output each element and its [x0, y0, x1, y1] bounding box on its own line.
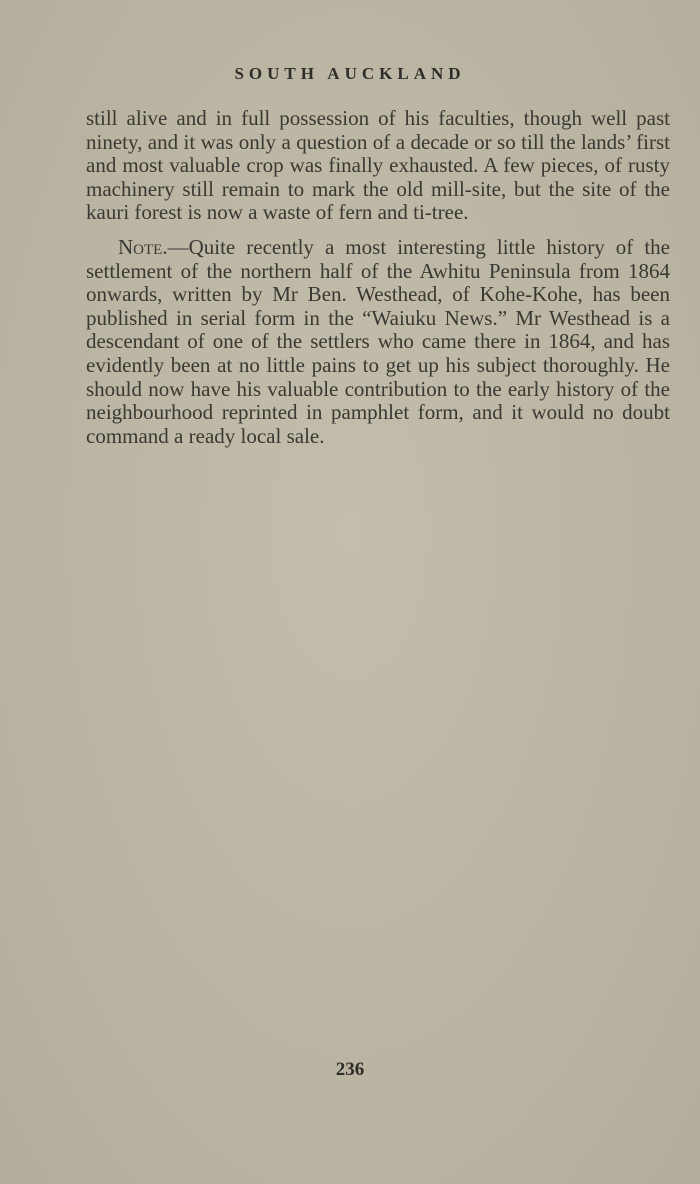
page-number: 236: [335, 1059, 365, 1080]
note-text: —Quite recently a most interesting little history of the settlement of the northern half of the Awhitu Peninsula from 1864 onwards, written by Mr Ben. Westhead, of Kohe-Kohe, has been published in serial form in the “Waiuku News.” Mr Westhead is a descendant of one of the settlers who came there in 1864, and has evidently been at no little pains to get up his subject thoroughly. He should now have his valuable contribution to the early history of the neighbourhood reprinted in pamphlet form, and it would no doubt command a ready local sale.: [86, 235, 670, 448]
paragraph-2: [86, 236, 670, 448]
paragraph-1: still alive and in full possession of his faculties, though well past ninety, and it was only a question of a decade or so till the lands’ first and most valuable crop was finally exhausted. A few pieces, of rusty machinery still remain to mark the old mill-site, but the site of the kauri forest is now a waste of fern and ti-tree.: [86, 106, 670, 225]
note-lead: Note.: [118, 235, 168, 259]
running-head: SOUTH AUCKLAND: [234, 64, 466, 83]
